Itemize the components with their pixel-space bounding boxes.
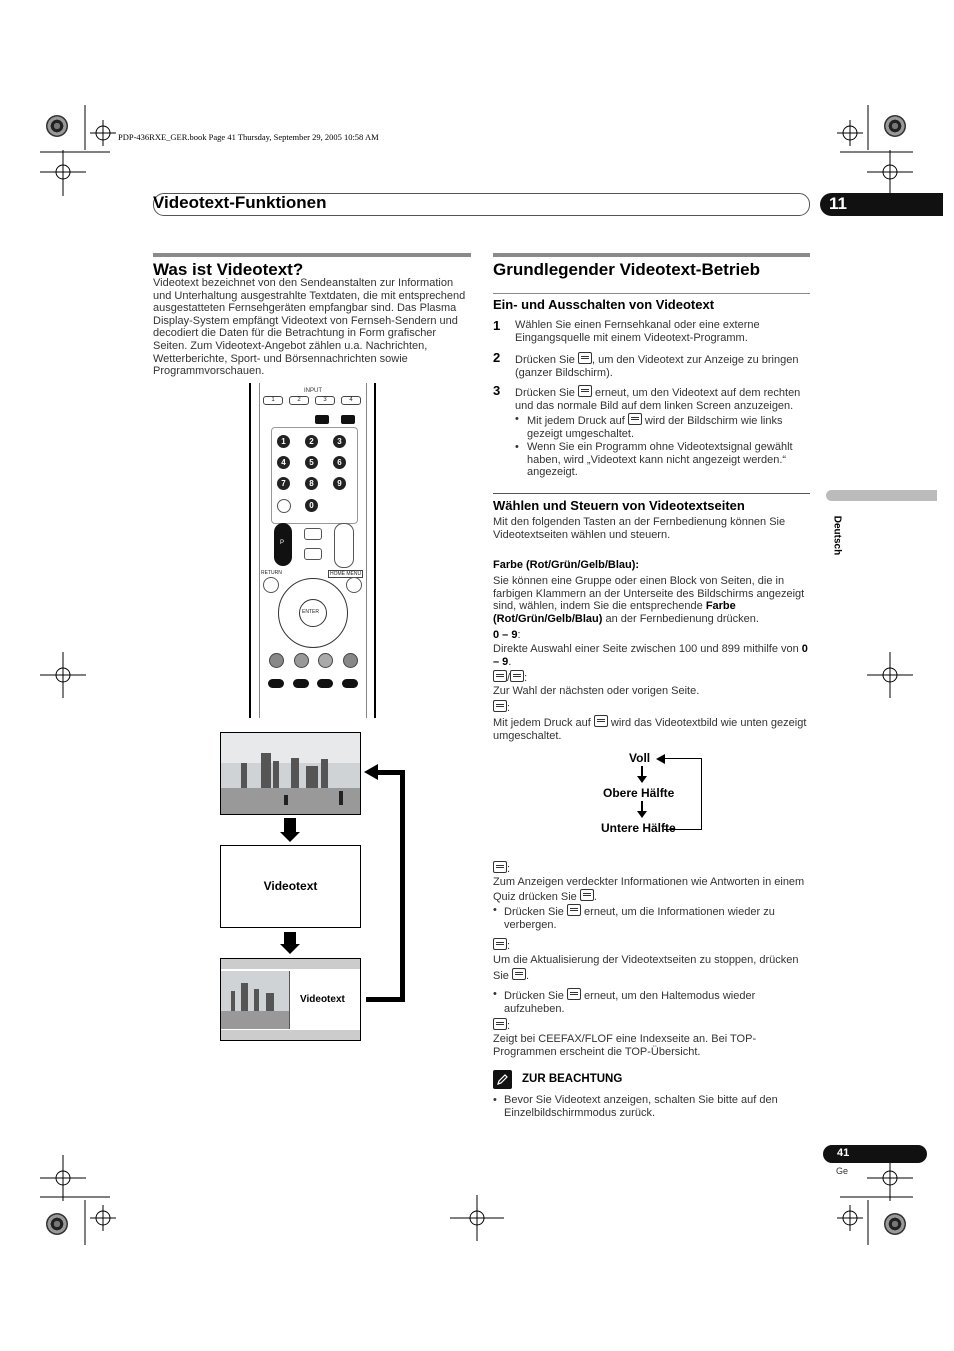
reveal-icon — [567, 904, 581, 916]
hold-icon — [512, 968, 526, 980]
size-cycle-untere: Untere Hälfte — [601, 821, 676, 835]
left-heading: Was ist Videotext? — [153, 260, 304, 279]
reveal-key-label: : — [493, 861, 510, 876]
arrow-left-icon — [656, 754, 665, 764]
side-tab-bar — [826, 490, 937, 501]
page-up-icon — [493, 670, 507, 682]
step-3-bullet-1: • Mit jedem Druck auf wird der Bildschirm wie links gezeigt umgeschaltet. — [515, 413, 783, 440]
split-button[interactable] — [341, 415, 355, 424]
size-key-label: : — [493, 700, 510, 715]
left-heading-bar — [153, 253, 471, 257]
arrow-down-icon — [637, 776, 647, 783]
yellow-button[interactable] — [318, 653, 333, 668]
input-4-button[interactable]: 4 — [341, 396, 361, 405]
digit-9-button[interactable]: 9 — [333, 477, 346, 490]
step-2-text: Drücken Sie , um den Videotext zur Anzeige zu bringen (ganzer Bildschirm). — [515, 354, 799, 379]
input-1-button[interactable]: 1 — [263, 396, 283, 405]
input-label: INPUT — [304, 388, 322, 394]
digits-heading: 0 – 9: — [493, 629, 521, 641]
size-cycle-obere: Obere Hälfte — [603, 786, 675, 800]
farbe-text: Sie können eine Gruppe oder einen Block von Seiten, die in farbigen Klammern an der Unterseite des Bildschirms angezeigt sind, wählen, indem Sie die entsprechende Farbe (Rot/Grün/Gelb/Blau) an der Fernbedienung drücken. — [493, 575, 805, 625]
reveal-text: Zum Anzeigen verdeckter Informationen wie Antworten in einem Quiz drücken Sie . — [493, 876, 805, 903]
right-heading-bar — [493, 253, 810, 257]
page-keys-label: / : — [493, 670, 527, 685]
note-heading: ZUR BEACHTUNG — [522, 1073, 623, 1085]
sub1-rule — [493, 293, 810, 294]
size-icon — [493, 700, 507, 712]
volume-rocker[interactable] — [334, 523, 354, 568]
green-button[interactable] — [294, 653, 309, 668]
arrow-down-icon — [637, 811, 647, 818]
teletext-fn-button[interactable] — [317, 679, 333, 688]
remote-control — [249, 383, 376, 718]
digit-7-button[interactable]: 7 — [277, 477, 290, 490]
teletext-icon — [578, 385, 592, 397]
page-number: 41 — [837, 1147, 850, 1159]
left-paragraph: Videotext bezeichnet von den Sendeanstalten zur Information und Unterhaltung ausgestrahlte Textdaten, die mit entsprechend ausgestatteten Fernsehgeräten empfangbar sind. Das Plasma Display-System empfängt Videotext von Fernseh-Sendern und decodiert die Daten für die Betrachtung in Form grafischer Seiten. Zum Videotext-Angebot zählen u.a. Nachrichten, Wetterberichte, Sport- und Börsennachrichten sowie Programmvorschauen. — [153, 277, 466, 378]
farbe-heading: Farbe (Rot/Grün/Gelb/Blau): — [493, 559, 640, 571]
home-menu-label: HOME MENU — [330, 571, 362, 577]
return-label: RETURN — [261, 570, 282, 576]
input-3-button[interactable]: 3 — [315, 396, 335, 405]
teletext-fn-button[interactable] — [342, 679, 358, 688]
teletext-icon — [628, 413, 642, 425]
input-2-button[interactable]: 2 — [289, 396, 309, 405]
reveal-icon — [493, 861, 507, 873]
reveal-bullet: • Drücken Sie erneut, um die Informationen wieder zu verbergen. — [493, 904, 775, 931]
tv-screen-normal — [220, 732, 361, 815]
digit-1-button[interactable]: 1 — [277, 435, 290, 448]
digit-0-button[interactable]: 0 — [305, 499, 318, 512]
loop-arrow-line — [400, 770, 405, 1002]
right-heading: Grundlegender Videotext-Betrieb — [493, 260, 761, 279]
index-key-label: : — [493, 1018, 510, 1033]
digit-5-button[interactable]: 5 — [305, 456, 318, 469]
teletext-icon — [578, 352, 592, 364]
city-photo — [221, 733, 360, 814]
note-bullet: • Bevor Sie Videotext anzeigen, schalten Sie bitte auf den Einzelbildschirmmodus zurück. — [493, 1094, 778, 1119]
loop-arrow-line — [376, 770, 405, 775]
hold-key-label: : — [493, 938, 510, 953]
blue-button[interactable] — [343, 653, 358, 668]
step-3-bullet-2: • Wenn Sie ein Programm ohne Videotextsignal gewählt haben, wird „Videotext kann nicht angezeigt werden.“ angezeigt. — [515, 441, 793, 479]
step-1-number: 1 — [493, 318, 501, 333]
page-keys-text: Zur Wahl der nächsten oder vorigen Seite. — [493, 685, 700, 697]
hold-icon — [493, 938, 507, 950]
size-icon — [594, 715, 608, 727]
red-button[interactable] — [269, 653, 284, 668]
index-text: Zeigt bei CEEFAX/FLOF eine Indexseite an. Bei TOP-Programmen erscheint die TOP-Übersicht. — [493, 1033, 757, 1058]
city-photo-small — [221, 971, 289, 1029]
sub2-heading: Wählen und Steuern von Videotextseiten — [493, 498, 745, 513]
arrow-left-icon — [364, 764, 378, 780]
teletext-fn-button[interactable] — [268, 679, 284, 688]
reveal-icon — [580, 889, 594, 901]
digit-3-button[interactable]: 3 — [333, 435, 346, 448]
home-menu-button[interactable] — [346, 577, 362, 593]
page-lang: Ge — [836, 1166, 849, 1176]
split-screen-label: Videotext — [300, 994, 345, 1005]
hold-bullet: • Drücken Sie erneut, um den Haltemodus wieder aufzuheben. — [493, 988, 756, 1015]
sub2-rule — [493, 493, 810, 494]
chapter-title: Videotext-Funktionen — [153, 193, 327, 212]
step-3-number: 3 — [493, 383, 501, 398]
i-ii-button[interactable] — [304, 528, 322, 540]
print-header: PDP-436RXE_GER.book Page 41 Thursday, September 29, 2005 10:58 AM — [118, 132, 379, 142]
arrow-down-icon — [280, 832, 300, 842]
teletext-screen-label: Videotext — [263, 879, 318, 893]
cycle-loop-line — [664, 758, 702, 830]
teletext-button[interactable] — [315, 415, 329, 424]
reveal-small-button[interactable] — [277, 499, 291, 513]
digit-4-button[interactable]: 4 — [277, 456, 290, 469]
side-tab-label: Deutsch — [831, 515, 843, 556]
mute-button[interactable] — [304, 548, 322, 560]
p-label: P — [280, 540, 285, 546]
sub2-intro: Mit den folgenden Tasten an der Fernbedienung können Sie Videotextseiten wählen und steuern. — [493, 516, 786, 541]
step-3-text: Drücken Sie erneut, um den Videotext auf dem rechten und das normale Bild auf dem linken Screen anzuzeigen. — [515, 387, 801, 412]
step-1-text: Wählen Sie einen Fernsehkanal oder eine externe Eingangsquelle mit einem Videotext-Programm. — [515, 319, 760, 344]
chapter-number: 11 — [829, 194, 847, 213]
index-icon — [493, 1018, 507, 1030]
page-down-icon — [510, 670, 524, 682]
digit-8-button[interactable]: 8 — [305, 477, 318, 490]
hold-icon — [567, 988, 581, 1000]
enter-label: ENTER — [302, 609, 319, 615]
digits-text: Direkte Auswahl einer Seite zwischen 100 und 899 mithilfe von 0 – 9. — [493, 643, 808, 668]
hold-text: Um die Aktualisierung der Videotextseiten zu stoppen, drücken Sie . — [493, 954, 799, 982]
digit-2-button[interactable]: 2 — [305, 435, 318, 448]
digit-6-button[interactable]: 6 — [333, 456, 346, 469]
teletext-fn-button[interactable] — [293, 679, 309, 688]
note-pencil-icon — [493, 1070, 512, 1089]
sub1-heading: Ein- und Ausschalten von Videotext — [493, 297, 715, 312]
return-button[interactable] — [263, 577, 279, 593]
arrow-down-icon — [280, 944, 300, 954]
step-2-number: 2 — [493, 350, 501, 365]
size-key-text: Mit jedem Druck auf wird das Videotextbild wie unten gezeigt umgeschaltet. — [493, 717, 807, 742]
size-cycle-voll: Voll — [629, 751, 651, 765]
